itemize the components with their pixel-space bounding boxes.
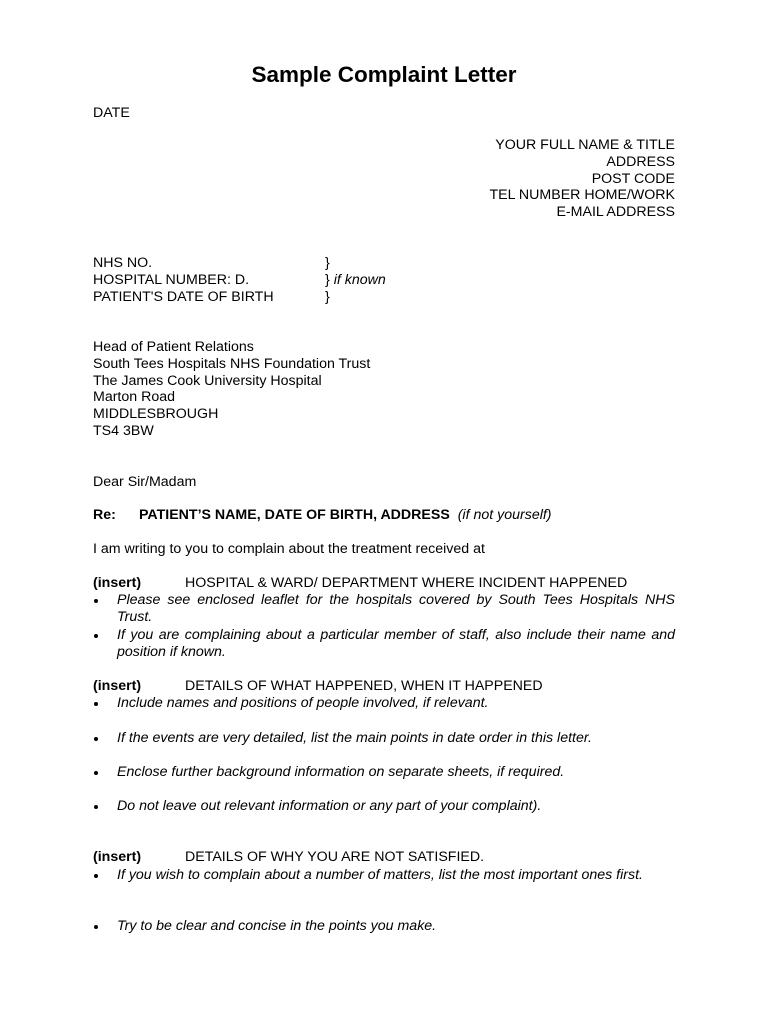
section-title: DETAILS OF WHY YOU ARE NOT SATISFIED. [185, 849, 485, 865]
recipient-line: South Tees Hospitals NHS Foundation Trust [93, 355, 371, 372]
section-heading [93, 849, 484, 866]
insert-label: (insert) [93, 575, 142, 591]
list-item [93, 867, 675, 884]
list-item [93, 918, 675, 935]
list-item [93, 764, 675, 781]
brace: } [325, 289, 330, 305]
recipient-line: Head of Patient Relations [93, 339, 254, 355]
salutation: Dear Sir/Madam [93, 474, 197, 490]
brace: } if known [325, 272, 386, 288]
re-line [93, 507, 552, 524]
sender-block [490, 137, 676, 221]
list-item-text: If you wish to complain about a number of matters, list the most important ones first. [117, 867, 643, 883]
insert-label: (insert) [93, 678, 142, 694]
date-line: DATE [93, 105, 130, 121]
recipient-line: The James Cook University Hospital [93, 372, 322, 389]
list-item [93, 798, 675, 815]
section-title: HOSPITAL & WARD/ DEPARTMENT WHERE INCIDENT HAPPENED [185, 575, 628, 591]
list-item [93, 592, 675, 626]
list-item-text: If you are complaining about a particular member of staff, also include their name and position if known. [117, 627, 675, 660]
patient-id-label: HOSPITAL NUMBER: D. [93, 272, 250, 288]
patient-id-row [93, 255, 330, 272]
intro-text: I am writing to you to complain about the treatment received at [93, 541, 485, 557]
recipient-line: Marton Road [93, 389, 176, 406]
sender-phone: TEL NUMBER HOME/WORK [489, 187, 675, 204]
patient-id-row [93, 272, 386, 289]
list-item-text: Please see enclosed leaflet for the hospitals covered by South Tees Hospitals NHS Trust. [117, 592, 675, 625]
sender-email: E-MAIL ADDRESS [556, 204, 675, 221]
patient-id-label: NHS NO. [93, 255, 153, 271]
list-item [93, 627, 675, 661]
list-item-text: Try to be clear and concise in the points you make. [117, 918, 437, 934]
list-item-text: Enclose further background information on separate sheets, if required. [117, 764, 565, 780]
if-known-note: if known [333, 272, 386, 288]
insert-label: (insert) [93, 849, 142, 865]
list-item [93, 730, 675, 747]
sender-address: ADDRESS [606, 153, 675, 170]
re-subject: PATIENT’S NAME, DATE OF BIRTH, ADDRESS [139, 507, 450, 523]
recipient-line: TS4 3BW [93, 422, 154, 439]
section-heading [93, 575, 627, 592]
section-heading [93, 678, 543, 695]
list-item-text: If the events are very detailed, list the main points in date order in this letter. [117, 730, 593, 746]
patient-id-label: PATIENT'S DATE OF BIRTH [93, 289, 274, 305]
page-title: Sample Complaint Letter [251, 62, 517, 87]
list-item-text: Include names and positions of people involved, if relevant. [117, 695, 489, 711]
list-item [93, 695, 675, 712]
section-title: DETAILS OF WHAT HAPPENED, WHEN IT HAPPENED [185, 678, 543, 694]
recipient-line: MIDDLESBROUGH [93, 406, 219, 423]
list-item-text: Do not leave out relevant information or any part of your complaint). [117, 798, 542, 814]
patient-id-block [93, 255, 386, 306]
re-label: Re: [93, 507, 116, 523]
re-note: (if not yourself) [457, 507, 552, 523]
brace: } [325, 255, 330, 271]
sender-name: YOUR FULL NAME & TITLE [495, 137, 675, 153]
patient-id-row [93, 289, 330, 306]
sender-postcode: POST CODE [591, 170, 675, 187]
recipient-block [93, 339, 370, 440]
